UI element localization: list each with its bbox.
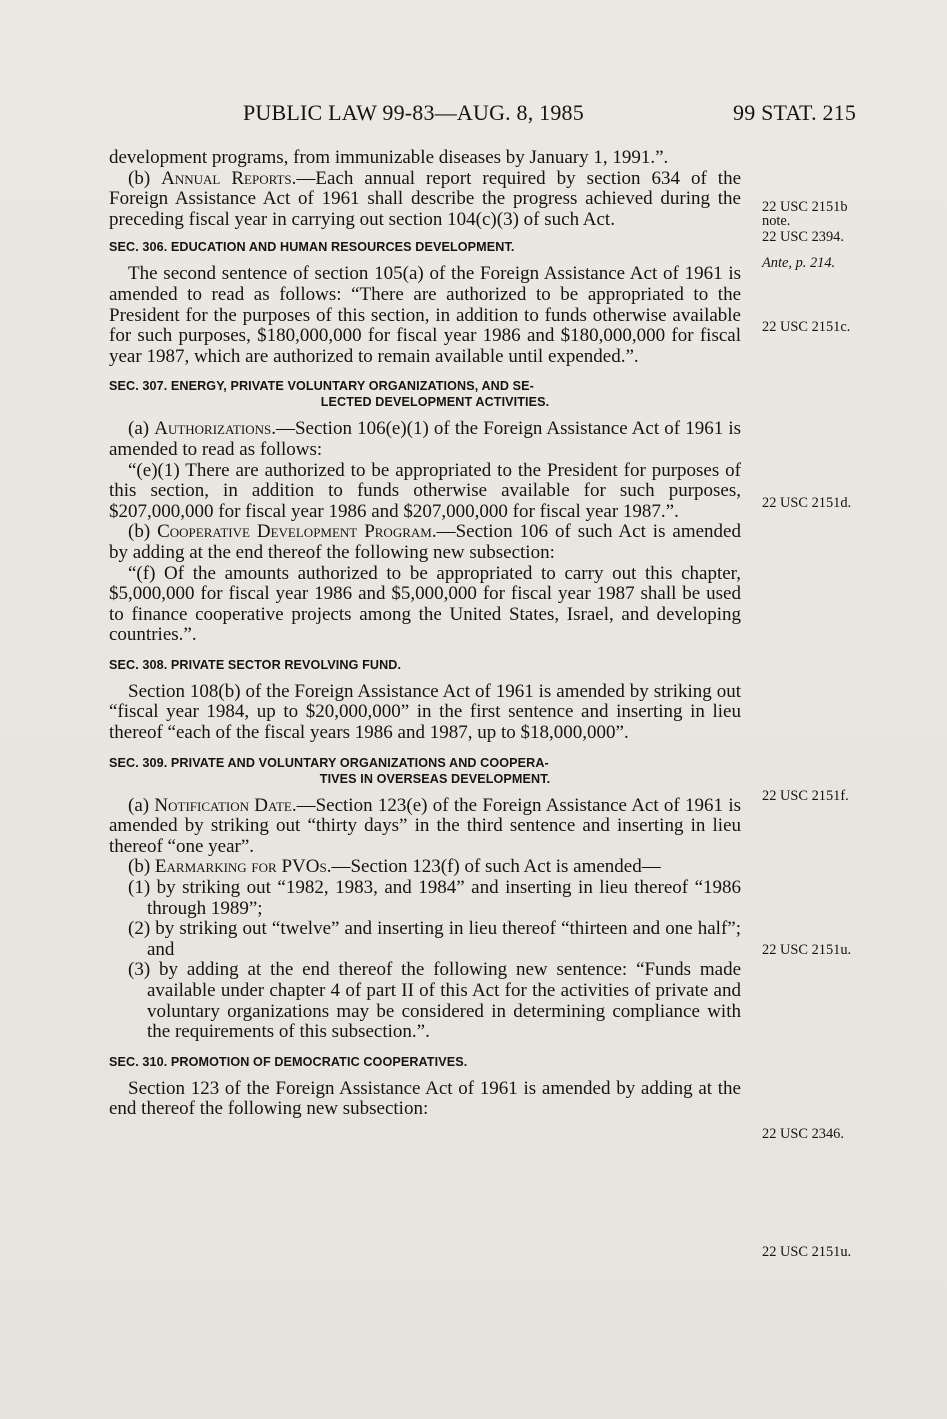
section-309-b-item-3: (3) by adding at the end thereof the following new sentence: “Funds made available under chapter 4 of part II of this Act for the activities of private and voluntary organizations may be considered in determining compliance with the requirements of this subsection.”.	[128, 959, 741, 1043]
margin-note-usc-2346: 22 USC 2346.	[762, 1126, 844, 1142]
page-header	[0, 100, 947, 130]
heading-line-2: LECTED DEVELOPMENT ACTIVITIES.	[320, 395, 550, 410]
heading-line-1: SEC. 309. PRIVATE AND VOLUNTARY ORGANIZATIONS AND COOPERA-	[109, 755, 549, 770]
subsection-label: (b)	[128, 167, 162, 189]
continuation-paragraph: development programs, from immunizable diseases by January 1, 1991.”.	[109, 147, 669, 168]
section-307-a	[109, 419, 741, 460]
section-309-b-item-1: (1) by striking out “1982, 1983, and 1984” and inserting in lieu thereof “1986 through 1989”;	[128, 877, 741, 919]
subsection-label: (b)	[128, 856, 155, 878]
margin-note-usc-2151u-2: 22 USC 2151u.	[762, 1244, 852, 1260]
margin-note-usc-2151u: 22 USC 2151u.	[762, 942, 852, 958]
subsection-label: (a)	[128, 418, 155, 440]
margin-note-usc-2151b	[762, 200, 882, 228]
heading-line-2: TIVES IN OVERSEAS DEVELOPMENT.	[319, 771, 551, 786]
subsection-caption: Annual Reports.	[161, 167, 297, 189]
running-head: PUBLIC LAW 99-83—AUG. 8, 1985	[243, 100, 584, 125]
subsection-label: (b)	[128, 521, 158, 543]
margin-note-usc-2394: 22 USC 2394.	[762, 229, 844, 245]
margin-note-text: Ante, p. 214.	[762, 255, 836, 271]
subsection-text: —Section 123(e) of the Foreign Assistance Act of 1961 is amended by striking out “thirty days” in the third sentence and inserting in lieu thereof “one year”.	[109, 794, 742, 857]
subsection-text: —Section 106(e)(1) of the Foreign Assistance Act of 1961 is amended to read as follows:	[109, 418, 741, 460]
section-310-heading: SEC. 310. PROMOTION OF DEMOCRATIC COOPERATIVES.	[109, 1054, 468, 1069]
section-308-text: Section 108(b) of the Foreign Assistance Act of 1961 is amended by striking out “fiscal year 1984, up to $20,000,000” in the first sentence and inserting in lieu thereof “each of the fiscal years 1986 and 1987, up to $18,000,000”.	[109, 680, 741, 744]
margin-note-usc-2151f: 22 USC 2151f.	[762, 788, 849, 804]
margin-note-usc-2151c: 22 USC 2151c.	[762, 319, 851, 335]
section-307-heading	[109, 378, 741, 410]
subsection-label: (a)	[128, 794, 155, 816]
section-309-b-item-2: (2) by striking out “twelve” and inserting in lieu thereof “thirteen and one half”; and	[128, 918, 741, 960]
section-309-heading	[109, 755, 741, 787]
section-306-text: The second sentence of section 105(a) of the Foreign Assistance Act of 1961 is amended to read as follows: “There are authorized to be appropriated to the President for the purposes of this section, in addition to funds otherwise available for such purposes, $180,000,000 for fiscal year 1986 and $180,000,000 for fiscal year 1987, which are authorized to remain available until expended.”.	[109, 263, 741, 367]
section-309-b	[109, 857, 741, 878]
section-307-b-quote: “(f) Of the amounts authorized to be appropriated to carry out this chapter, $5,000,000 for fiscal year 1986 and $5,000,000 for fiscal year 1987 shall be used to finance cooperative projects among the United States, Israel, and developing countries.”.	[109, 562, 741, 646]
section-307-b	[109, 522, 741, 563]
subsection-caption: Earmarking for PVOs.	[154, 856, 332, 878]
margin-note-line: note.	[762, 213, 791, 229]
subsection-caption: Notification Date.	[154, 794, 297, 816]
subsection-caption: Cooperative Development Program.	[157, 521, 437, 543]
section-310-text: Section 123 of the Foreign Assistance Act of 1961 is amended by adding at the end thereof the following new subsection:	[109, 1077, 741, 1120]
section-307-a-quote: “(e)(1) There are authorized to be appropriated to the President for purposes of this section, in addition to funds otherwise available for such purposes, $207,000,000 for fiscal year 1986 and $207,000,000 for fiscal year 1987.”.	[109, 459, 741, 522]
section-306-heading: SEC. 306. EDUCATION AND HUMAN RESOURCES DEVELOPMENT.	[109, 240, 515, 255]
margin-note-line: 22 USC 2151b	[762, 199, 848, 215]
subsection-text: —Each annual report required by section 634 of the Foreign Assistance Act of 1961 shall describe the progress achieved during the preceding fiscal year in carrying out section 104(c)(3) of such Act.	[109, 167, 742, 230]
subsection-caption: Authorizations.	[154, 418, 276, 440]
section-308-heading: SEC. 308. PRIVATE SECTOR REVOLVING FUND.	[109, 657, 402, 672]
heading-line-1: SEC. 307. ENERGY, PRIVATE VOLUNTARY ORGANIZATIONS, AND SE-	[109, 379, 534, 394]
subsection-text: —Section 123(f) of such Act is amended—	[331, 856, 661, 878]
stat-page-number: 99 STAT. 215	[733, 100, 857, 125]
subsection-text: —Section 106 of such Act is amended by adding at the end thereof the following new subsection:	[109, 521, 741, 563]
margin-note-usc-2151d: 22 USC 2151d.	[762, 495, 852, 511]
document-body	[109, 148, 741, 1120]
section-309-a	[109, 796, 741, 858]
annual-reports-paragraph	[109, 169, 741, 231]
margin-note-ante	[762, 256, 882, 270]
